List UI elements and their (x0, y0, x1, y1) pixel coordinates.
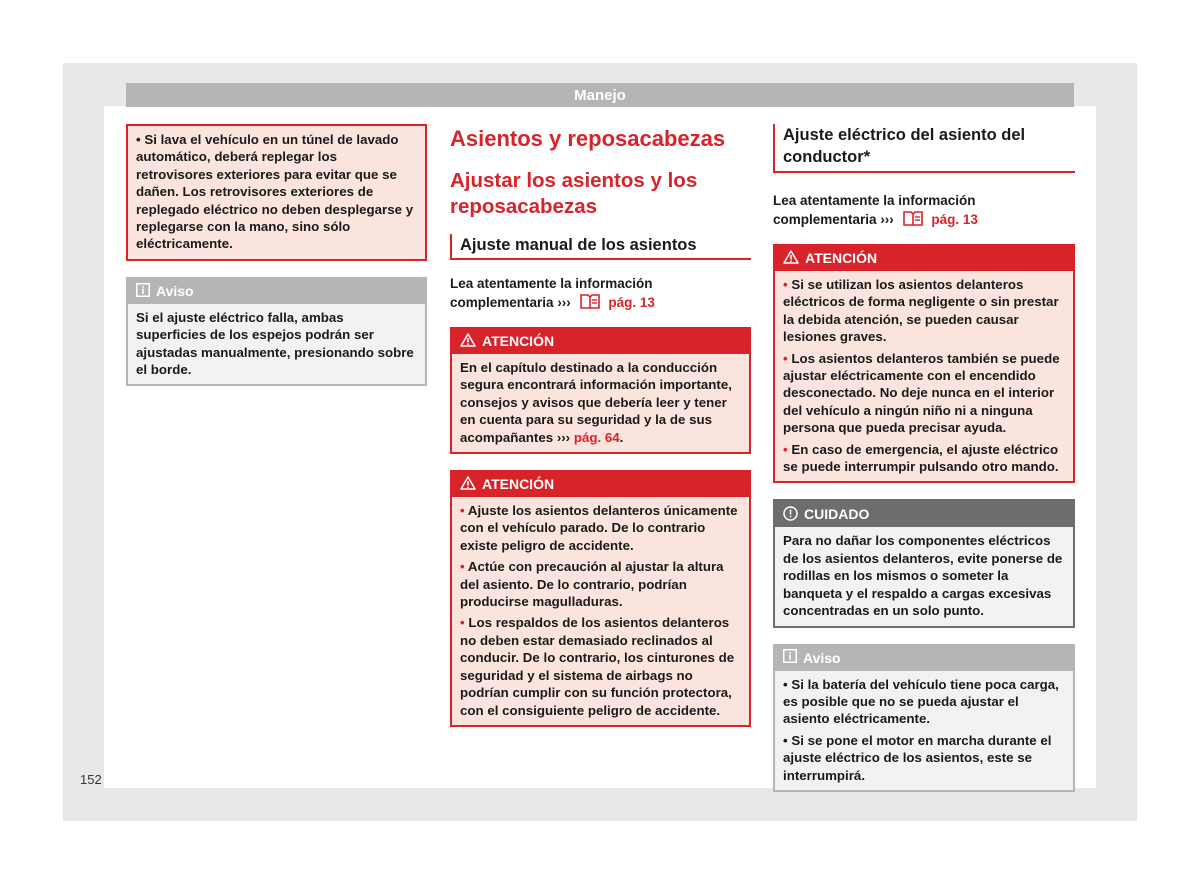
warning-box-2-body (452, 497, 749, 725)
info-icon (136, 280, 150, 305)
list-item: • Si se pone el motor en marcha durante el ajuste eléctrico de los asientos, este se interrumpirá. (783, 732, 1052, 783)
cuidado-box-body: Para no dañar los componentes eléctricos de los asientos delanteros, evite ponerse de rodillas en los mismos o someter la banqueta y el respaldo a cargas excesivas concentradas en un solo punto. (783, 533, 1063, 619)
cuidado-box-header: CUIDADO (775, 501, 1073, 527)
warning-box-1 (450, 327, 751, 454)
warning-box-3-header: ATENCIÓN (775, 246, 1073, 271)
reference-line: Lea atentamente la información complementaria ››› pág. 13 (450, 274, 751, 315)
page-number: 152 (80, 772, 102, 787)
list-item: • Si se utilizan los asientos delanteros eléctricos de forma negligente o sin prestar la debida atención, se pueden causar lesiones graves. (783, 277, 1059, 345)
book-reference-icon (579, 293, 601, 315)
book-reference-icon (902, 210, 924, 232)
warning-link-page-64[interactable]: pág. 64 (573, 429, 620, 445)
list-item: • Actúe con precaución al ajustar la altura del asiento. De lo contrario, podrían producirse magulladuras. (460, 559, 724, 610)
list-item: • Los asientos delanteros también se puede ajustar eléctricamente con el encendido desconectado. No deje nunca en el interior del vehículo a ningún niño ni a ninguna persona que pueda precisar ayuda. (783, 350, 1060, 436)
column-left (126, 124, 427, 402)
chapter-title: Asientos y reposacabezas (450, 126, 726, 151)
list-item: • Si la batería del vehículo tiene poca carga, es posible que no se pueda ajustar el asiento eléctricamente. (783, 676, 1059, 727)
subsection-title: Ajuste manual de los asientos (450, 234, 751, 260)
list-item: • En caso de emergencia, el ajuste eléctrico se puede interrumpir pulsando otro mando. (783, 441, 1059, 475)
list-item: • Ajuste los asientos delanteros únicamente con el vehículo parado. De lo contrario existe peligro de accidente. (460, 503, 738, 553)
subsection-title-electric: Ajuste eléctrico del asiento del conductor* (773, 124, 1075, 173)
warning-box-1-body: En el capítulo destinado a la conducción segura encontrará información importante, consejos y avisos que debería leer y tener en cuenta para su seguridad y la de sus acompañantes ››› pág. 64. (460, 360, 732, 445)
warning-triangle-icon (783, 247, 799, 272)
aviso-box-2 (773, 644, 1075, 792)
warning-triangle-icon (460, 473, 476, 498)
wash-note-box (126, 124, 427, 261)
warning-box-1-header: ATENCIÓN (452, 329, 749, 354)
warning-box-2-header: ATENCIÓN (452, 472, 749, 497)
cuidado-box (773, 499, 1075, 627)
section-header: Manejo (126, 83, 1074, 107)
info-icon (783, 646, 797, 671)
reference-line: Lea atentamente la información complementaria ››› pág. 13 (773, 191, 1075, 232)
warning-box-3-body (775, 271, 1073, 481)
exclamation-circle-icon (783, 503, 798, 529)
column-right (773, 124, 1075, 808)
warning-box-2 (450, 470, 751, 727)
reference-link[interactable]: pág. 13 (931, 212, 978, 227)
aviso-box-text: Si el ajuste eléctrico falla, ambas superficies de los espejos podrán ser ajustadas manualmente, presionando sobre el borde. (136, 309, 414, 378)
aviso-box-body (128, 304, 425, 385)
aviso-box-2-header: Aviso (775, 646, 1073, 671)
section-title: Ajustar los asientos y los reposacabezas (450, 169, 698, 218)
warning-box-3 (773, 244, 1075, 483)
aviso-box-title: Aviso (156, 282, 194, 299)
column-middle (450, 124, 751, 743)
reference-link[interactable]: pág. 13 (608, 295, 655, 310)
list-item: • Los respaldos de los asientos delanteros no deben estar demasiado reclinados al conducir. De lo contrario, los cinturones de seguridad y el sistema de airbags no podrían cumplir con su función protectora, con el consiguiente peligro de accidente. (460, 615, 735, 718)
wash-note-text: • Si lava el vehículo en un túnel de lavado automático, deberá replegar los retrovisores exteriores para evitar que se dañen. Los retrovisores exteriores de replegado eléctrico no deben desplegarse y replegarse con la mano, sino sólo eléctricamente. (136, 132, 414, 252)
aviso-box-header (128, 279, 425, 304)
aviso-box (126, 277, 427, 387)
warning-triangle-icon (460, 330, 476, 355)
aviso-box-2-body (775, 671, 1073, 790)
